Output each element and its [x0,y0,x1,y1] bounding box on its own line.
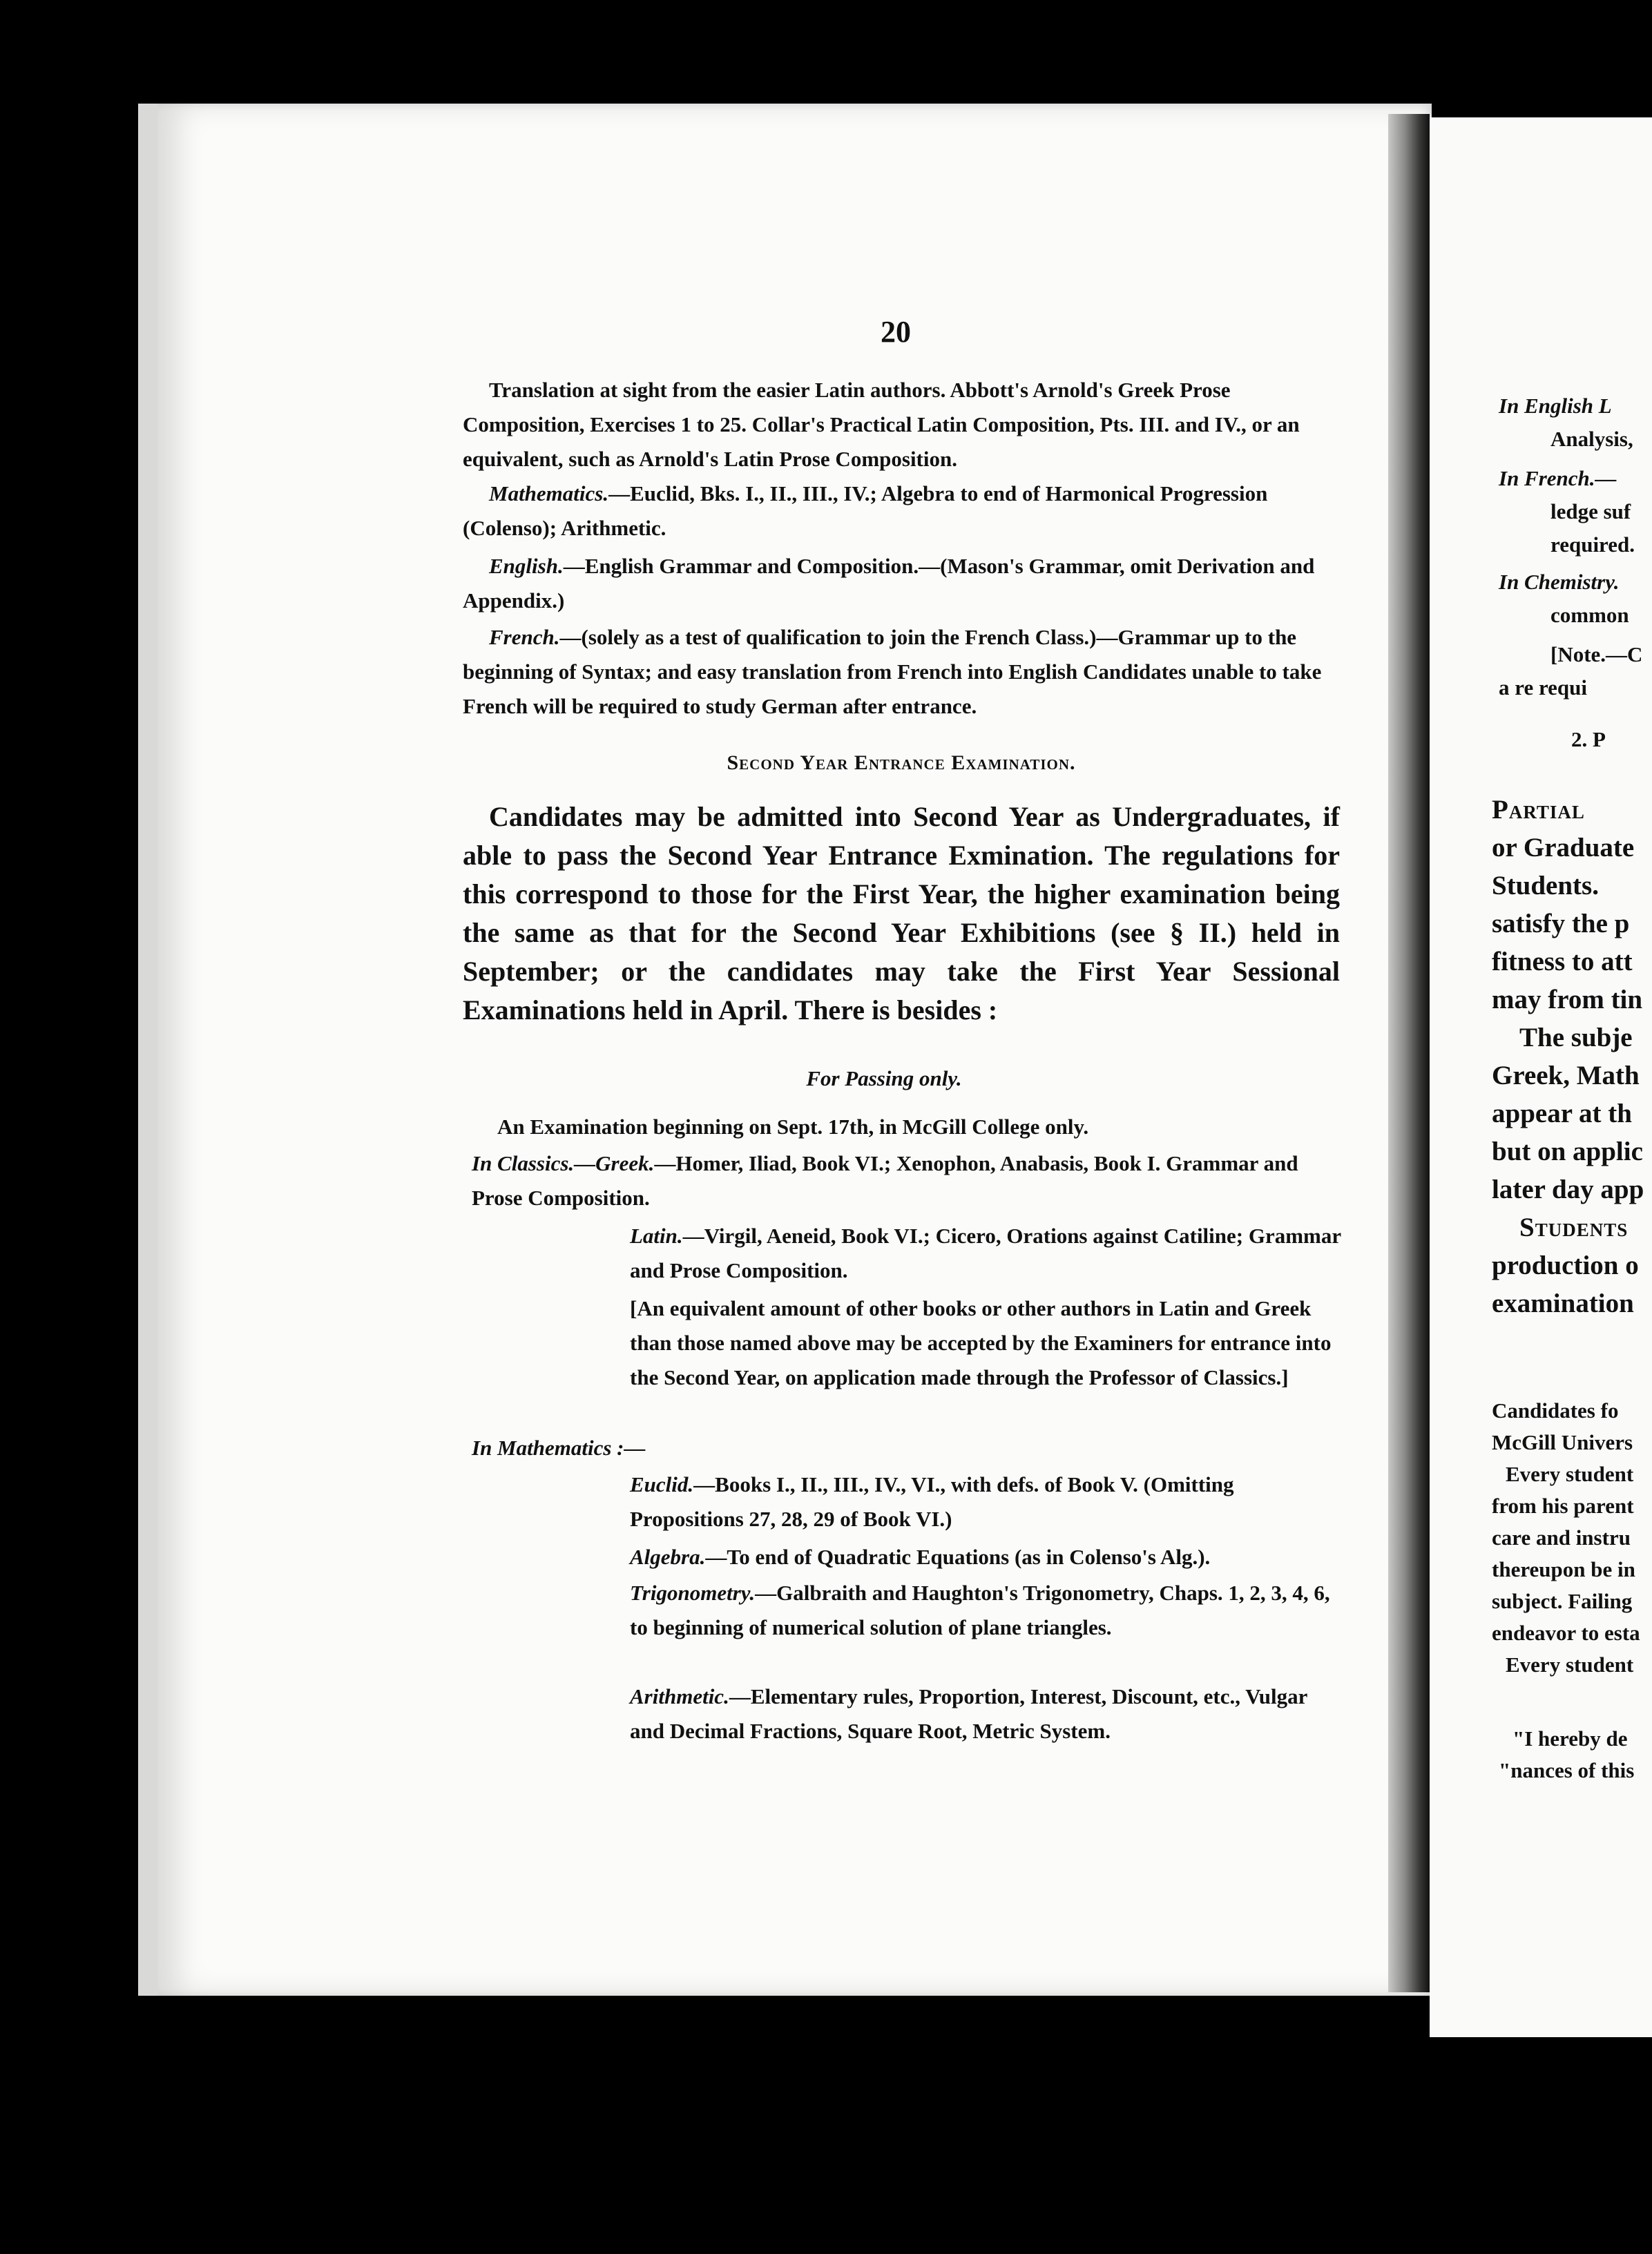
mathematics-label: Mathematics. [489,481,609,505]
right-big-line: later day app [1492,1175,1644,1204]
bracket-note: [An equivalent amount of other books or other authors in Latin and Greek than those named above may be accepted by the Examiners for entrance into the Second Year, on application made through the Professor of Classics.] [630,1296,1332,1389]
right-big-line: The subje [1519,1023,1633,1052]
right-big-line: Greek, Math [1492,1061,1640,1090]
right-line: care and instru [1492,1525,1631,1550]
right-line: 2. P [1571,727,1606,751]
trigonometry [630,1576,1341,1645]
euclid [630,1467,1341,1537]
right-line: "nances of this [1499,1758,1635,1782]
right-line: Every student [1506,1653,1634,1677]
right-line: In French.— [1499,466,1617,490]
right-big-line: Students. [1492,871,1599,900]
arithmetic [630,1679,1341,1749]
mathematics-heading: In Mathematics :— [472,1436,646,1460]
english-text: —English Grammar and Composition.—(Mason's Grammar, omit Derivation and Appendix.) [463,554,1315,613]
algebra-text: —To end of Quadratic Equations (as in Colenso's Alg.). [705,1545,1211,1569]
french-label: French. [489,625,560,649]
trigonometry-text: —Galbraith and Haughton's Trigonometry, Chaps. 1, 2, 3, 4, 6, to beginning of numerical solution of plane triangles. [630,1581,1330,1639]
right-line: thereupon be in [1492,1557,1635,1581]
paragraph-mathematics [463,476,1340,546]
algebra-label: Algebra. [630,1545,706,1569]
for-passing-only: For Passing only. [806,1066,962,1090]
paragraph-translation: Translation at sight from the easier Latin authors. Abbott's Arnold's Greek Prose Composition, Exercises 1 to 25. Collar's Practical Latin Composition, Pts. III. and IV., or an equivalent, such as Arnold's Latin Prose Composition. [463,378,1300,471]
latin [630,1219,1341,1288]
french-text: —(solely as a test of qualification to join the French Class.)—Grammar up to the beginning of Syntax; and easy translation from French into English Candidates unable to take French will be required to study German after entrance. [463,625,1322,718]
right-big-line: Partial [1492,795,1585,825]
right-line: common [1550,603,1629,627]
right-line: required. [1550,532,1635,557]
right-big-line: satisfy the p [1492,909,1630,938]
paragraph-french [463,620,1340,724]
right-line: "I hereby de [1512,1726,1628,1751]
book-gutter [1388,114,1430,1992]
right-big-line: production o [1492,1251,1639,1280]
arithmetic-label: Arithmetic. [630,1684,729,1708]
euclid-label: Euclid. [630,1472,694,1496]
page-number: 20 [881,315,911,349]
paragraph-english [463,549,1340,618]
right-page [1430,117,1652,2037]
paragraph-second-year: Candidates may be admitted into Second Year as Undergraduates, if able to pass the Second Year Entrance Exmination. The regulations for this correspond to those for the First Year, the higher examination being the same as that for the Second Year Exhibitions (see § II.) held in September; or the candidates may take the First Year Sessional Examinations held in April. There is besides : [463,801,1340,1025]
right-big-line: appear at th [1492,1099,1632,1128]
right-line: In Chemistry. [1499,570,1620,594]
classics-greek [472,1146,1340,1215]
right-line: a re requi [1499,675,1588,700]
right-big-line: fitness to att [1492,947,1633,976]
classics-label: In Classics.—Greek. [472,1151,655,1175]
latin-label: Latin. [630,1224,683,1248]
right-big-line: may from tin [1492,985,1643,1014]
exam-line: An Examination beginning on Sept. 17th, in McGill College only. [497,1115,1089,1139]
right-big-line: examination [1492,1289,1634,1318]
right-line: Analysis, [1550,427,1633,451]
right-line: McGill Univers [1492,1430,1633,1454]
right-big-line: Students [1519,1213,1629,1242]
trigonometry-label: Trigonometry. [630,1581,756,1605]
right-line: ledge suf [1550,499,1631,523]
section-heading: Second Year Entrance Examination. [727,751,1076,774]
latin-text: —Virgil, Aeneid, Book VI.; Cicero, Orations against Catiline; Grammar and Prose Composition. [630,1224,1341,1282]
english-label: English. [489,554,564,578]
right-line: [Note.—C [1550,642,1643,666]
right-line: subject. Failing [1492,1589,1633,1613]
classics-text: —Homer, Iliad, Book VI.; Xenophon, Anabasis, Book I. Grammar and Prose Composition. [472,1151,1298,1210]
right-big-line: or Graduate [1492,833,1635,863]
right-line: Candidates fo [1492,1398,1619,1423]
right-line: In English L [1499,394,1612,418]
right-line: endeavor to esta [1492,1621,1640,1645]
right-line: Every student [1506,1462,1634,1486]
arithmetic-text: —Elementary rules, Proportion, Interest, Discount, etc., Vulgar and Decimal Fractions, Square Root, Metric System. [630,1684,1307,1743]
algebra [630,1540,1341,1574]
euclid-text: —Books I., II., III., IV., VI., with defs. of Book V. (Omitting Propositions 27, 28, 29 of Book VI.) [630,1472,1234,1531]
right-line: from his parent [1492,1494,1634,1518]
mathematics-text: —Euclid, Bks. I., II., III., IV.; Algebra to end of Harmonical Progression (Colenso); Arithmetic. [463,481,1268,540]
right-big-line: but on applic [1492,1137,1643,1166]
